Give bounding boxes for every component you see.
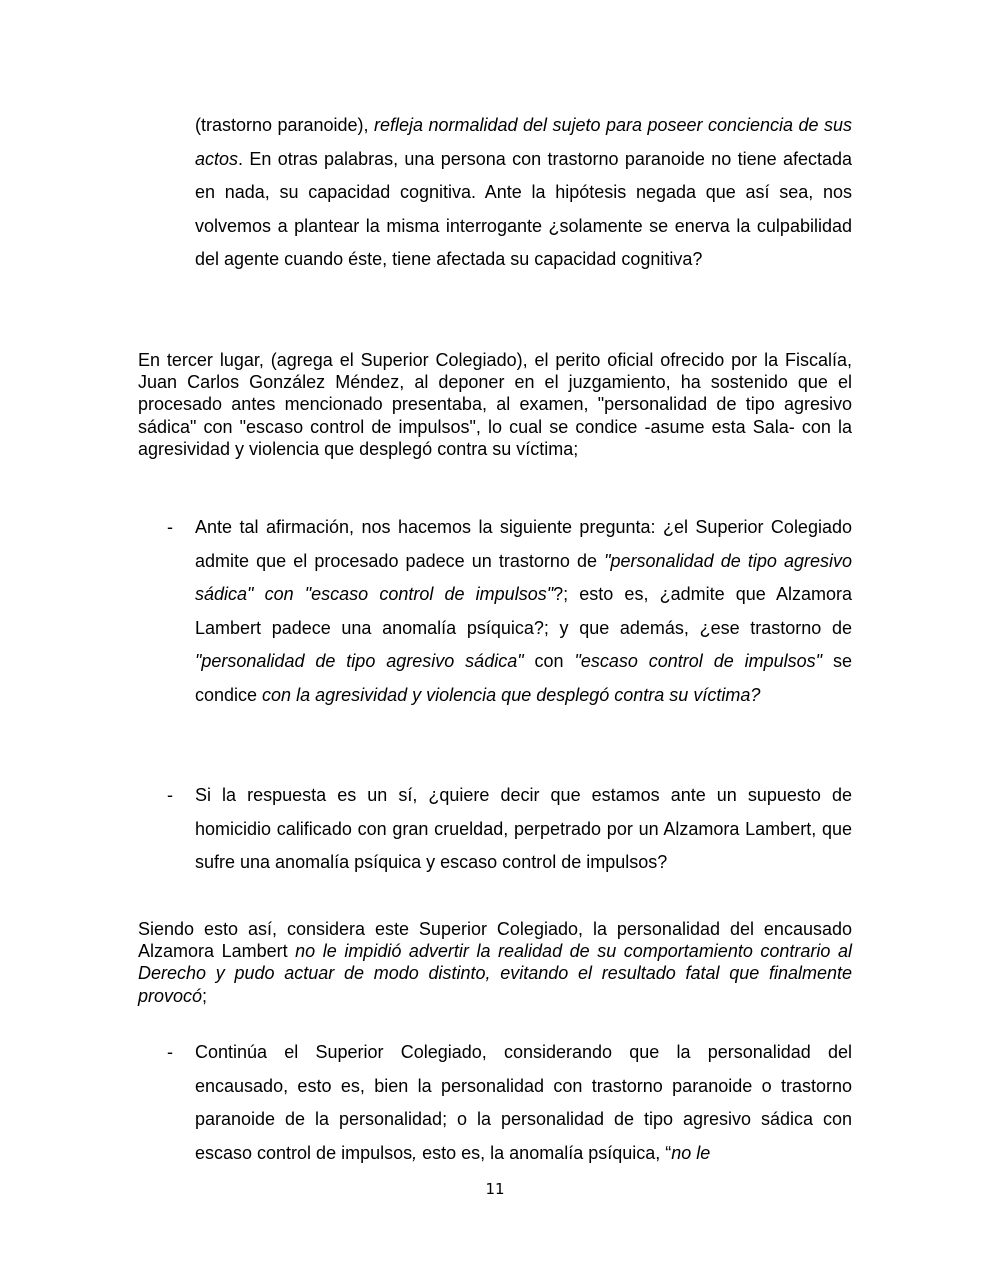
italic-text-run: no le impidió advertir la realidad de su comportamiento contrario al Derecho y pudo actuar de modo distinto, evitando el resultado fatal que finalmente provocó: [138, 941, 852, 1006]
italic-text-run: "personalidad de tipo agresivo sádica" con "escaso control de impulsos": [195, 550, 852, 605]
italic-text-run: refleja normalidad del sujeto para poseer conciencia de sus actos: [195, 115, 852, 169]
text-run: ;: [202, 985, 208, 1006]
italic-text-run: ,: [412, 1142, 418, 1163]
text-run: ?; esto es, ¿admite que Alzamora Lambert padece una anomalía psíquica?; y que además, ¿ese trastorno de: [195, 584, 852, 638]
text-run: esto es, la anomalía psíquica, “: [417, 1142, 672, 1163]
italic-text-run: "personalidad de tipo agresivo sádica": [195, 651, 524, 672]
paragraph-continuation: [195, 109, 852, 277]
text-run: Ante tal afirmación, nos hacemos la siguiente pregunta: ¿el Superior Colegiado admite que el procesado padece un trastorno de: [195, 517, 852, 571]
text-run: Continúa el Superior Colegiado, considerando que la personalidad del encausado, esto es, bien la personalidad con trastorno paranoide o trastorno paranoide de la personalidad; o la personalidad de tipo agresivo sádica con escaso control de impulsos: [195, 1042, 852, 1163]
bullet-item-pregunta: [195, 511, 852, 713]
text-run: Siendo esto así, considera este Superior Colegiado, la personalidad del encausado Alzamora Lambert: [138, 919, 852, 962]
paragraph-tercer-lugar: [138, 349, 852, 460]
bullet-marker: -: [167, 1042, 173, 1062]
bullet-marker: -: [167, 517, 173, 537]
bullet-item-continua: [195, 1036, 852, 1170]
bullet-item-respuesta: [195, 779, 852, 880]
text-run: En tercer lugar, (agrega el Superior Colegiado), el perito oficial ofrecido por la Fiscalía, Juan Carlos González Méndez, al deponer en el juzgamiento, ha sostenido que el procesado antes mencionado presentaba, al examen, "personalidad de tipo agresivo sádica" con "escaso control de impulsos", lo cual se condice -asume esta Sala- con la agresividad y violencia que desplegó contra su víctima;: [138, 350, 852, 459]
page-number: 11: [485, 1180, 505, 1198]
text-run: con: [523, 651, 575, 672]
italic-text-run: no le: [671, 1142, 711, 1163]
text-run: se condice: [195, 651, 852, 705]
italic-text-run: "escaso control de impulsos": [574, 651, 823, 672]
paragraph-siendo-esto-asi: [138, 918, 852, 1007]
bullet-marker: -: [167, 785, 173, 805]
text-run: (trastorno paranoide),: [195, 115, 375, 135]
text-run: . En otras palabras, una persona con trastorno paranoide no tiene afectada en nada, su capacidad cognitiva. Ante la hipótesis negada que así sea, nos volvemos a plantear la misma interrogante ¿solamente se enerva la culpabilidad del agente cuando éste, tiene afectada su capacidad cognitiva?: [195, 148, 852, 270]
italic-text-run: con la agresividad y violencia que desplegó contra su víctima?: [262, 684, 761, 705]
text-run: Si la respuesta es un sí, ¿quiere decir que estamos ante un supuesto de homicidio calificado con gran crueldad, perpetrado por un Alzamora Lambert, que sufre una anomalía psíquica y escaso control de impulsos?: [195, 785, 852, 873]
